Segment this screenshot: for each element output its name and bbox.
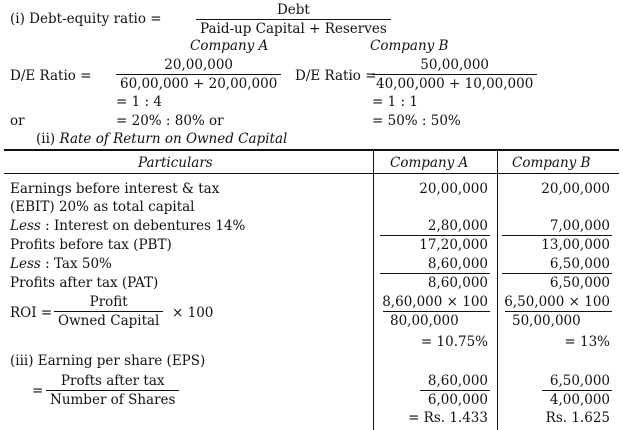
de-a-numerator: 20,00,000 — [164, 57, 234, 73]
ratio-a: = 1 : 4 — [116, 94, 162, 110]
row-pat-a: 8,60,000 — [427, 275, 488, 291]
sum-rule-b — [502, 273, 612, 274]
row-pat-b: 6,50,000 — [549, 275, 610, 291]
row-pat-label: Profits after tax (PAT) — [10, 275, 159, 291]
sum-rule-a — [380, 273, 490, 274]
table-top-border — [4, 149, 619, 151]
eps-a-result: = Rs. 1.433 — [408, 410, 488, 426]
debt-equity-label: (i) Debt-equity ratio = — [10, 11, 162, 27]
less-prefix: Less — [10, 218, 41, 234]
roc-label — [36, 131, 287, 147]
roi-numerator: Profit — [89, 294, 128, 310]
ratio-b: = 1 : 1 — [372, 94, 418, 110]
row-interest-a: 2,80,000 — [427, 218, 488, 234]
row-pbt-label: Profits before tax (PBT) — [10, 237, 172, 253]
roc-number: (ii) — [36, 131, 56, 147]
eps-b-result: Rs. 1.625 — [545, 410, 610, 426]
eps-equals: = — [32, 383, 44, 399]
row-ebit-line1: Earnings before interest & tax — [10, 181, 220, 197]
row-tax-text: : Tax 50% — [45, 256, 112, 272]
de-ratio-label-a: D/E Ratio = — [10, 68, 92, 84]
eps-a-denominator: 6,00,000 — [427, 392, 488, 408]
row-pbt-b: 13,00,000 — [541, 237, 610, 253]
row-tax-label — [10, 256, 112, 272]
roi-a-numerator: 8,60,000 × 100 — [382, 294, 488, 310]
percent-b: = 50% : 50% — [372, 113, 461, 129]
table-header-border — [4, 173, 619, 174]
row-interest-b: 7,00,000 — [549, 218, 610, 234]
row-ebit-b: 20,00,000 — [541, 181, 610, 197]
eps-formula — [46, 373, 179, 408]
eps-denominator: Number of Shares — [50, 392, 176, 408]
roi-b-numerator: 6,50,000 × 100 — [504, 294, 610, 310]
or-label: or — [10, 113, 25, 129]
fraction-bar — [505, 311, 612, 312]
de-b-denominator: 40,00,000 + 10,00,000 — [376, 76, 534, 92]
row-tax-b: 6,50,000 — [549, 256, 610, 272]
eps-label: (iii) Earning per share (EPS) — [10, 353, 206, 369]
company-a-heading: Company A — [190, 38, 269, 54]
fraction-bar — [383, 311, 490, 312]
roi-times: × 100 — [172, 305, 214, 321]
roi-denominator: Owned Capital — [58, 313, 160, 329]
formula-numerator: Debt — [276, 2, 310, 18]
de-a-denominator: 60,00,000 + 20,00,000 — [120, 76, 278, 92]
fraction-bar — [542, 390, 612, 391]
roi-b-denominator: 50,00,000 — [512, 313, 581, 329]
roi-a-result: = 10.75% — [420, 334, 488, 350]
less-prefix: Less — [10, 256, 41, 272]
roi-label: ROI = — [10, 305, 53, 321]
de-ratio-fraction-b — [372, 57, 537, 92]
fraction-bar — [420, 390, 490, 391]
roi-a-denominator: 80,00,000 — [390, 313, 459, 329]
de-b-numerator: 50,00,000 — [420, 57, 490, 73]
row-interest-text: : Interest on debentures 14% — [45, 218, 246, 234]
percent-a: = 20% : 80% or — [116, 113, 224, 129]
company-b-heading: Company B — [370, 38, 449, 54]
eps-a-numerator: 8,60,000 — [427, 373, 488, 389]
roc-title: Rate of Return on Owned Capital — [59, 131, 288, 147]
row-ebit-a: 20,00,000 — [419, 181, 488, 197]
header-particulars: Particulars — [138, 155, 213, 171]
roi-formula — [54, 294, 163, 329]
header-company-b: Company B — [512, 155, 591, 171]
row-interest-label — [10, 218, 245, 234]
eps-numerator: Profts after tax — [60, 373, 165, 389]
de-ratio-label-b: D/E Ratio = — [295, 68, 377, 84]
row-tax-a: 8,60,000 — [427, 256, 488, 272]
column-divider-a — [373, 149, 374, 430]
header-company-a: Company A — [390, 155, 469, 171]
row-ebit-line2: (EBIT) 20% as total capital — [10, 199, 195, 215]
formula-denominator: Paid-up Capital + Reserves — [200, 21, 387, 37]
de-ratio-fraction-a — [116, 57, 281, 92]
debt-equity-formula — [196, 2, 391, 37]
sum-rule-a — [380, 235, 490, 236]
eps-b-numerator: 6,50,000 — [549, 373, 610, 389]
column-divider-b — [497, 149, 498, 430]
sum-rule-b — [502, 235, 612, 236]
eps-b-denominator: 4,00,000 — [549, 392, 610, 408]
roi-b-result: = 13% — [564, 334, 610, 350]
row-pbt-a: 17,20,000 — [419, 237, 488, 253]
